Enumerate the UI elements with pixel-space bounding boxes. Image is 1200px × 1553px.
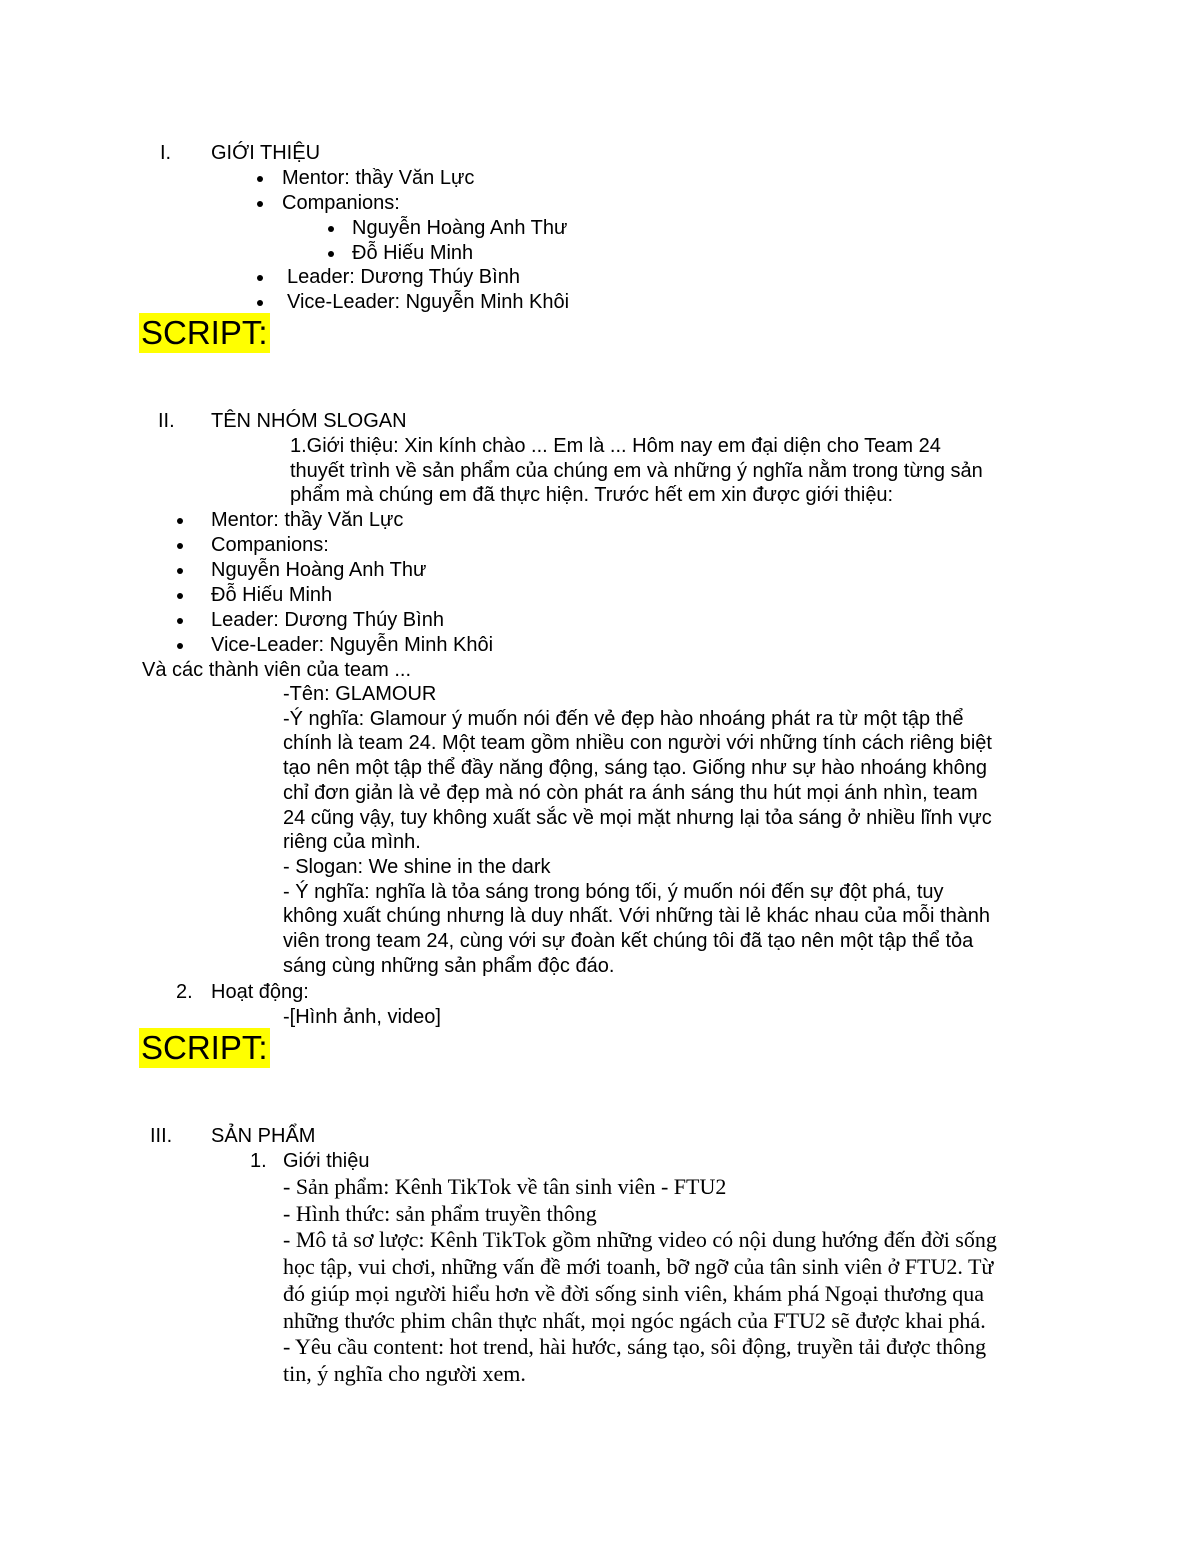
detail-line: viên trong team 24, cùng với sự đoàn kết chúng tôi đã tạo nên một tập thể tỏa — [283, 930, 974, 953]
product-line: - Mô tả sơ lược: Kênh TikTok gồm những video có nội dung hướng đến đời sống — [283, 1227, 997, 1253]
bullet-icon — [177, 568, 183, 574]
section2-details — [283, 682, 992, 978]
bullet-icon — [328, 251, 334, 257]
bullet-icon — [257, 176, 263, 182]
detail-line: riêng của mình. — [283, 831, 421, 854]
activity-detail: -[Hình ảnh, video] — [283, 1006, 441, 1028]
intro-line: thuyết trình về sản phẩm của chúng em và những ý nghĩa nằm trong từng sản — [290, 459, 983, 482]
section1-vice-leader: Vice-Leader: Nguyễn Minh Khôi — [287, 291, 570, 313]
bullet-icon — [177, 518, 183, 524]
section1-companion-1: Nguyễn Hoàng Anh Thư — [352, 217, 568, 239]
section3-numeral: III. — [150, 1125, 173, 1147]
product-line: học tập, vui chơi, những vấn đề mới toanh, bỡ ngỡ của tân sinh viên ở FTU2. Từ — [283, 1254, 994, 1280]
section2-intro — [290, 434, 983, 508]
team-line: Và các thành viên của team ... — [142, 659, 412, 681]
product-line: đó giúp mọi người hiểu hơn về đời sống sinh viên, khám phá Ngoại thương qua — [283, 1280, 984, 1306]
script-highlight-1: SCRIPT: — [141, 314, 268, 351]
bullet-icon — [177, 543, 183, 549]
member-companion-2: Đỗ Hiếu Minh — [211, 584, 333, 606]
bullet-icon — [328, 226, 334, 232]
member-mentor: Mentor: thầy Văn Lực — [211, 509, 404, 531]
intro-line: 1.Giới thiệu: Xin kính chào ... Em là ... Hôm nay em đại diện cho Team 24 — [290, 435, 941, 457]
member-vice-leader: Vice-Leader: Nguyễn Minh Khôi — [211, 634, 494, 656]
section1-numeral: I. — [160, 142, 172, 164]
product-line: tin, ý nghĩa cho người xem. — [283, 1360, 526, 1386]
section3-item-number: 1. — [250, 1150, 267, 1172]
section1-companions: Companions: — [282, 192, 400, 214]
bullet-icon — [257, 201, 263, 207]
section3-heading: SẢN PHẨM — [211, 1125, 316, 1147]
detail-line: chính là team 24. Một team gồm nhiều con người với những tính cách riêng biệt — [283, 732, 992, 755]
detail-line: -Ý nghĩa: Glamour ý muốn nói đến vẻ đẹp hào nhoáng phát ra từ một tập thể — [283, 707, 964, 730]
bullet-icon — [177, 618, 183, 624]
detail-line: -Tên: GLAMOUR — [283, 683, 437, 705]
product-line: những thước phim chân thực nhất, mọi ngóc ngách của FTU2 sẽ được khai phá. — [283, 1307, 986, 1333]
script-highlight-2: SCRIPT: — [141, 1029, 268, 1066]
section2-numeral: II. — [158, 410, 175, 432]
detail-line: không xuất chúng nhưng là duy nhất. Với những tài lẻ khác nhau của mỗi thành — [283, 905, 991, 928]
section1-leader: Leader: Dương Thúy Bình — [287, 266, 520, 288]
bullet-icon — [177, 643, 183, 649]
section1-heading: GIỚI THIỆU — [211, 142, 321, 164]
detail-line: - Ý nghĩa: nghĩa là tỏa sáng trong bóng tối, ý muốn nói đến sự đột phá, tuy — [283, 880, 944, 903]
intro-line: phẩm mà chúng em đã thực hiện. Trước hết em xin được giới thiệu: — [290, 484, 894, 507]
detail-line: chỉ đơn giản là vẻ đẹp mà nó còn phát ra ánh sáng thu hút mọi ánh nhìn, team — [283, 781, 978, 804]
detail-line: - Slogan: We shine in the dark — [283, 855, 551, 878]
section1-companion-2: Đỗ Hiếu Minh — [352, 242, 474, 264]
member-companion-1: Nguyễn Hoàng Anh Thư — [211, 559, 427, 581]
product-line: - Hình thức: sản phẩm truyền thông — [283, 1200, 597, 1226]
bullet-icon — [257, 300, 263, 306]
member-leader: Leader: Dương Thúy Bình — [211, 609, 444, 631]
product-line: - Sản phẩm: Kênh TikTok về tân sinh viên - FTU2 — [283, 1174, 727, 1199]
bullet-icon — [257, 275, 263, 281]
section3-item-label: Giới thiệu — [283, 1150, 370, 1172]
detail-line: 24 cũng vậy, tuy không xuất sắc về mọi mặt nhưng lại tỏa sáng ở nhiều lĩnh vực — [283, 806, 992, 829]
activity-number: 2. — [176, 981, 193, 1003]
member-companions: Companions: — [211, 534, 329, 556]
section3-details — [283, 1174, 997, 1388]
detail-line: tạo nên một tập thể đầy năng động, sáng tạo. Giống như sự hào nhoáng không — [283, 757, 987, 780]
section1-mentor: Mentor: thầy Văn Lực — [282, 167, 475, 189]
activity-label: Hoạt động: — [211, 981, 309, 1003]
detail-line: sáng cùng những sản phẩm độc đáo. — [283, 954, 615, 977]
bullet-icon — [177, 593, 183, 599]
section2-heading: TÊN NHÓM SLOGAN — [211, 410, 407, 432]
product-line: - Yêu cầu content: hot trend, hài hước, sáng tạo, sôi động, truyền tải được thông — [283, 1334, 987, 1360]
